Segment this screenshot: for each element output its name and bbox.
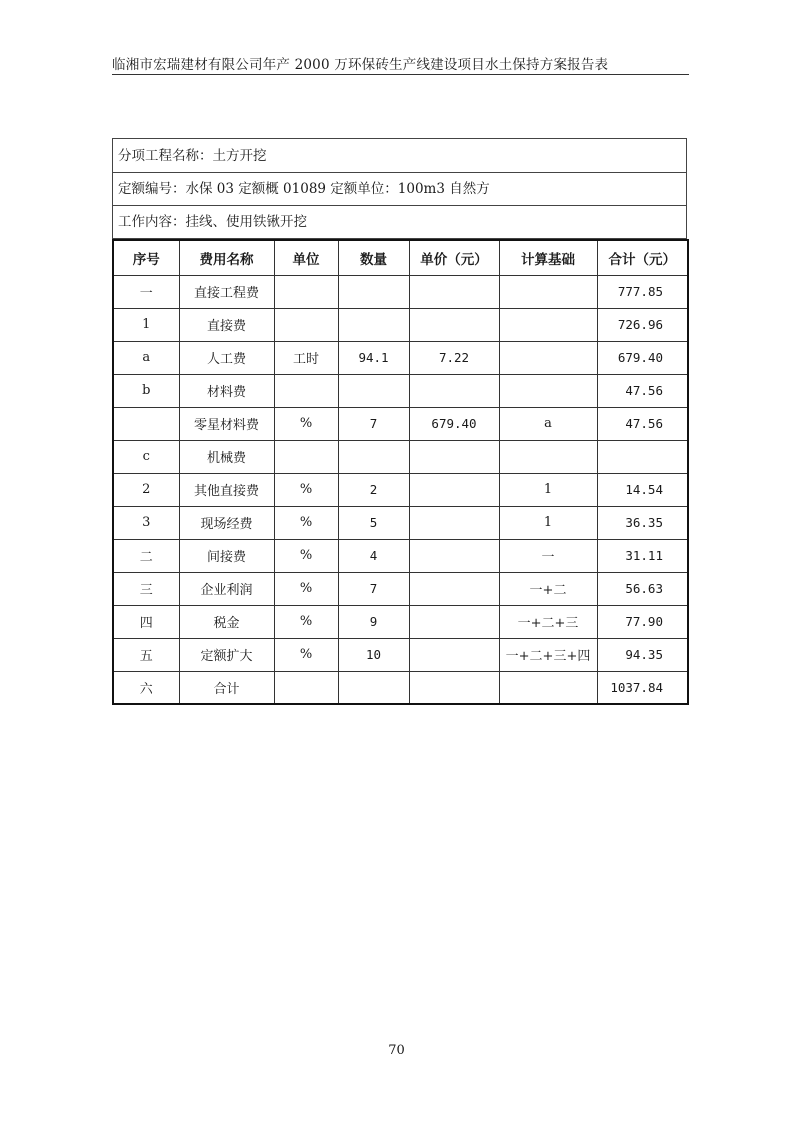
cell-unit [274, 374, 338, 407]
cell-unit [274, 440, 338, 473]
cell-no: a [113, 341, 179, 374]
cell-basis: 1 [499, 506, 597, 539]
project-name-row: 分项工程名称：土方开挖 [113, 139, 686, 173]
work-content-row: 工作内容：挂线、使用铁锹开挖 [113, 206, 686, 239]
table-row [113, 407, 688, 440]
cell-basis: 一 [499, 539, 597, 572]
cell-name: 企业利润 [179, 572, 274, 605]
cell-name: 其他直接费 [179, 473, 274, 506]
cell-unit: % [274, 506, 338, 539]
cell-no: 三 [113, 572, 179, 605]
cell-price [409, 473, 499, 506]
cell-price [409, 572, 499, 605]
cell-name: 合计 [179, 671, 274, 704]
cell-price [409, 440, 499, 473]
cell-basis: 一+二 [499, 572, 597, 605]
cell-price [409, 638, 499, 671]
table-row [113, 374, 688, 407]
cell-name: 现场经费 [179, 506, 274, 539]
cell-price [409, 539, 499, 572]
cell-basis [499, 275, 597, 308]
cell-basis [499, 440, 597, 473]
cell-qty [338, 308, 409, 341]
cell-no: c [113, 440, 179, 473]
cell-unit: 工时 [274, 341, 338, 374]
cell-no: 五 [113, 638, 179, 671]
column-header-basis: 计算基础 [499, 240, 597, 275]
cell-total: 679.40 [597, 341, 688, 374]
cell-no: 2 [113, 473, 179, 506]
cell-basis [499, 671, 597, 704]
cell-basis: 1 [499, 473, 597, 506]
cell-total: 47.56 [597, 374, 688, 407]
cell-no [113, 407, 179, 440]
cell-total: 1037.84 [597, 671, 688, 704]
cell-total: 94.35 [597, 638, 688, 671]
cell-unit: % [274, 638, 338, 671]
cell-qty [338, 671, 409, 704]
cell-no: 3 [113, 506, 179, 539]
cell-no: b [113, 374, 179, 407]
cell-basis [499, 374, 597, 407]
column-header-no: 序号 [113, 240, 179, 275]
table-row [113, 473, 688, 506]
table-header-row [113, 240, 688, 275]
cell-name: 人工费 [179, 341, 274, 374]
cell-basis: 一+二+三+四 [499, 638, 597, 671]
header-divider [112, 74, 689, 75]
cell-name: 定额扩大 [179, 638, 274, 671]
cell-price: 7.22 [409, 341, 499, 374]
cell-qty: 10 [338, 638, 409, 671]
table-row [113, 671, 688, 704]
cell-no: 一 [113, 275, 179, 308]
table-row [113, 638, 688, 671]
cell-no: 二 [113, 539, 179, 572]
cell-total: 56.63 [597, 572, 688, 605]
cell-name: 间接费 [179, 539, 274, 572]
column-header-total: 合计（元） [597, 240, 688, 275]
page-number: 70 [388, 1043, 405, 1058]
table-row [113, 440, 688, 473]
cell-total [597, 440, 688, 473]
cell-no: 四 [113, 605, 179, 638]
cell-qty [338, 374, 409, 407]
cell-qty: 7 [338, 407, 409, 440]
cell-qty [338, 275, 409, 308]
table-row [113, 506, 688, 539]
cell-total: 14.54 [597, 473, 688, 506]
cell-unit [274, 275, 338, 308]
column-header-qty: 数量 [338, 240, 409, 275]
cell-price [409, 308, 499, 341]
cell-price [409, 605, 499, 638]
cell-qty: 94.1 [338, 341, 409, 374]
cell-qty: 5 [338, 506, 409, 539]
cell-name: 直接费 [179, 308, 274, 341]
cell-name: 直接工程费 [179, 275, 274, 308]
cell-qty: 9 [338, 605, 409, 638]
table-row [113, 605, 688, 638]
column-header-name: 费用名称 [179, 240, 274, 275]
cell-price [409, 275, 499, 308]
table-row [113, 308, 688, 341]
cell-no: 六 [113, 671, 179, 704]
cell-price [409, 506, 499, 539]
cell-qty: 2 [338, 473, 409, 506]
cell-total: 726.96 [597, 308, 688, 341]
cell-total: 31.11 [597, 539, 688, 572]
cell-basis: 一+二+三 [499, 605, 597, 638]
cell-price: 679.40 [409, 407, 499, 440]
table-row [113, 275, 688, 308]
cell-unit: % [274, 539, 338, 572]
cell-basis: a [499, 407, 597, 440]
document-header: 临湘市宏瑞建材有限公司年产 2000 万环保砖生产线建设项目水土保持方案报告表 [112, 57, 609, 73]
column-header-price: 单价（元） [409, 240, 499, 275]
cell-total: 36.35 [597, 506, 688, 539]
cell-price [409, 671, 499, 704]
cell-total: 77.90 [597, 605, 688, 638]
cell-qty: 7 [338, 572, 409, 605]
cell-unit: % [274, 605, 338, 638]
cell-name: 机械费 [179, 440, 274, 473]
table-row [113, 539, 688, 572]
cost-table [112, 239, 689, 705]
quota-row: 定额编号：水保 03 定额概 01089 定额单位：100m3 自然方 [113, 173, 686, 206]
cell-total: 47.56 [597, 407, 688, 440]
cell-basis [499, 308, 597, 341]
cell-name: 税金 [179, 605, 274, 638]
cell-total: 777.85 [597, 275, 688, 308]
cell-unit: % [274, 473, 338, 506]
cell-price [409, 374, 499, 407]
cell-name: 零星材料费 [179, 407, 274, 440]
cell-unit [274, 308, 338, 341]
cell-qty: 4 [338, 539, 409, 572]
cell-qty [338, 440, 409, 473]
cell-unit: % [274, 407, 338, 440]
info-block [112, 138, 687, 239]
cell-unit: % [274, 572, 338, 605]
cell-name: 材料费 [179, 374, 274, 407]
cell-no: 1 [113, 308, 179, 341]
cell-unit [274, 671, 338, 704]
table-row [113, 341, 688, 374]
table-row [113, 572, 688, 605]
column-header-unit: 单位 [274, 240, 338, 275]
cell-basis [499, 341, 597, 374]
